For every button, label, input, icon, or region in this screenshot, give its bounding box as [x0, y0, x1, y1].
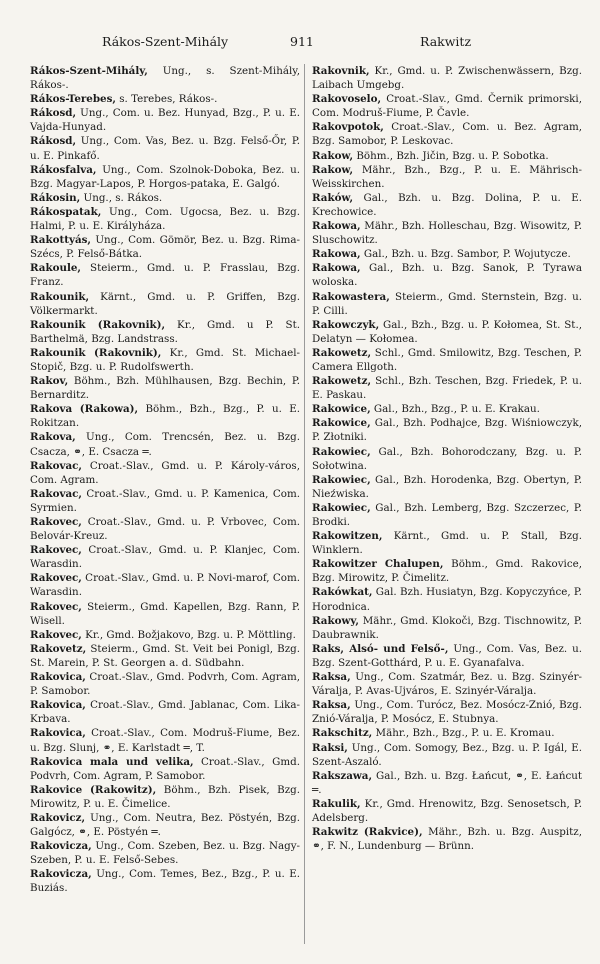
gazetteer-entry: [30, 191, 300, 205]
entry-headword: Rakow,: [312, 163, 354, 176]
entry-headword: Rakwitz (Rakvice),: [312, 826, 423, 839]
gazetteer-entry: [312, 149, 582, 163]
gazetteer-entry: [30, 726, 300, 754]
entry-headword: Rakovica,: [30, 699, 86, 712]
gazetteer-entry: [30, 106, 300, 134]
gazetteer-entry: [30, 290, 300, 318]
entry-headword: Rakovetz,: [30, 642, 87, 655]
gazetteer-entry: [312, 557, 582, 585]
gazetteer-entry: [312, 529, 582, 557]
entry-text: Gal., Bzh. u. Bzg. Sambor, P. Wojutycze.: [360, 248, 571, 261]
gazetteer-entry: [312, 247, 582, 261]
gazetteer-entry: [30, 134, 300, 162]
entry-text: Kärnt., Gmd. u. P. Stall, Bzg. Winklern.: [312, 530, 582, 557]
gazetteer-entry: [30, 163, 300, 191]
entry-text: Gal., Bzh. u. Bzg. Łańcut, ⚭, E. Łańcut ═.: [312, 769, 582, 796]
entry-text: Croat.-Slav., Gmd. u. P. Kamenica, Com. Syrmien.: [30, 487, 300, 514]
entry-headword: Rákospatak,: [30, 205, 102, 218]
entry-headword: Rakounik,: [30, 290, 90, 303]
entry-text: Ung., Com. Szeben, Bez. u. Bzg. Nagy-Szeben, P. u. E. Felső-Sebes.: [30, 840, 300, 867]
entry-text: Croat.-Slav., Gmd. u. P. Vrbovec, Com. Belovár-Kreuz.: [30, 516, 300, 543]
entry-headword: Rakovac,: [30, 487, 82, 500]
entry-text: Gal., Bzh. u. Bzg. Dolina, P. u. E. Krechowice.: [312, 191, 582, 218]
entry-text: Mähr., Bzh., Bzg., P. u. E. Mährisch-Weisskirchen.: [312, 163, 582, 190]
gazetteer-entry: [30, 92, 300, 106]
entry-headword: Rakovica,: [30, 727, 86, 740]
gazetteer-entry: [312, 318, 582, 346]
entry-headword: Raks, Alsó- und Felső-,: [312, 642, 449, 655]
entry-text: s. Terebes, Rákos-.: [115, 93, 218, 106]
entry-headword: Rákos-Terebes,: [30, 93, 116, 106]
entry-headword: Rakowastera,: [312, 290, 390, 303]
gazetteer-entry: [312, 290, 582, 318]
entry-headword: Rakowa,: [312, 262, 361, 275]
entry-text: Böhm., Bzh. Jičin, Bzg. u. P. Sobotka.: [353, 149, 549, 162]
gazetteer-entry: [30, 755, 300, 783]
entry-headword: Rakowetz,: [312, 346, 372, 359]
entry-headword: Rakovec,: [30, 628, 82, 641]
entry-headword: Rakow,: [312, 149, 354, 162]
entry-text: Gal., Bzh. Bohorodczany, Bzg. u. P. Sołotwina.: [312, 445, 582, 472]
entry-headword: Rakowiec,: [312, 445, 371, 458]
header-left: Rákos-Szent-Mihály: [102, 34, 229, 49]
entry-text: Kr., Gmd. Božjakovo, Bzg. u. P. Möttling.: [81, 628, 296, 641]
entry-headword: Rakova (Rakowa),: [30, 403, 139, 416]
entry-text: Ung., Com. Turócz, Bez. Mosócz-Znió, Bzg. Znió-Váralja, P. Mosócz, E. Stubnya.: [312, 699, 582, 726]
gazetteer-entry: [30, 430, 300, 458]
entry-text: Böhm., Bzh., Bzg., P. u. E. Rokitzan.: [30, 403, 300, 430]
entry-text: Ung., Com. u. Bez. Hunyad, Bzg., P. u. E. Vajda-Hunyad.: [30, 107, 300, 134]
gazetteer-entry: [312, 92, 582, 120]
gazetteer-entry: [30, 839, 300, 867]
entry-headword: Rakowetz,: [312, 375, 372, 388]
entry-text: Croat.-Slav., Gmd. u. P. Novi-marof, Com. Warasdin.: [30, 572, 300, 599]
entry-headword: Raksa,: [312, 699, 351, 712]
entry-headword: Rakovec,: [30, 572, 82, 585]
gazetteer-entry: [30, 642, 300, 670]
gazetteer-entry: [312, 642, 582, 670]
entry-headword: Rakowitzer Chalupen,: [312, 558, 444, 571]
entry-headword: Rakov,: [30, 375, 69, 388]
entry-text: Croat.-Slav., Com. u. Bez. Agram, Bzg. Samobor, P. Leskovac.: [312, 121, 582, 148]
entry-headword: Rakoule,: [30, 262, 82, 275]
entry-text: Steierm., Gmd. Kapellen, Bzg. Rann, P. Wisell.: [30, 600, 300, 627]
gazetteer-entry: [30, 867, 300, 895]
gazetteer-entry: [312, 261, 582, 289]
entry-headword: Rákosin,: [30, 191, 81, 204]
entry-headword: Rakovice (Rakowitz),: [30, 783, 157, 796]
gazetteer-entry: [30, 318, 300, 346]
entry-text: Mähr., Bzh. u. Bzg. Auspitz, ⚭, F. N., Lundenburg — Brünn.: [312, 826, 582, 853]
entry-headword: Rakowitzen,: [312, 530, 383, 543]
entry-headword: Rakowice,: [312, 417, 371, 430]
gazetteer-entry: [312, 402, 582, 416]
gazetteer-entry: [312, 374, 582, 402]
gazetteer-entry: [30, 543, 300, 571]
entry-text: Gal., Bzh., Bzg. u. P. Kołomea, St. St., Delatyn — Kołomea.: [312, 318, 582, 345]
entry-text: Gal., Bzh. Horodenka, Bzg. Obertyn, P. Nieźwiska.: [312, 473, 582, 500]
entry-headword: Rakowiec,: [312, 473, 371, 486]
gazetteer-entry: [30, 811, 300, 839]
entry-text: Schl., Bzh. Teschen, Bzg. Friedek, P. u. E. Paskau.: [312, 375, 582, 402]
entry-text: Ung., Com. Somogy, Bez., Bzg. u. P. Igál, E. Szent-Aszaló.: [312, 741, 582, 768]
entry-headword: Rakovpotok,: [312, 121, 384, 134]
entry-text: Kr., Gmd. u. P. Zwischenwässern, Bzg. Laibach Umgebg.: [312, 65, 582, 92]
entry-text: Gal., Bzh. Podhajce, Bzg. Wiśniowczyk, P. Złotniki.: [312, 417, 582, 444]
gazetteer-entry: [312, 219, 582, 247]
entry-headword: Rakovicza,: [30, 868, 92, 881]
gazetteer-entry: [30, 515, 300, 543]
gazetteer-entry: [312, 346, 582, 374]
entry-headword: Rakottyás,: [30, 234, 92, 247]
entry-headword: Rakovec,: [30, 544, 82, 557]
entry-text: Croat.-Slav., Gmd. Černik primorski, Com. Modruš-Fiume, P. Čavle.: [312, 93, 582, 120]
entry-headword: Rakovica,: [30, 671, 86, 684]
left-column: [30, 64, 300, 896]
entry-headword: Rakowa,: [312, 248, 361, 261]
entry-headword: Rákosfalva,: [30, 163, 97, 176]
entry-text: Steierm., Gmd. St. Veit bei Ponigl, Bzg. St. Marein, P. St. Georgen a. d. Südbahn.: [30, 642, 300, 669]
entry-headword: Rakovicza,: [30, 840, 92, 853]
entry-text: Böhm., Bzh. Mühlhausen, Bzg. Bechin, P. Bernarditz.: [30, 375, 300, 402]
gazetteer-entry: [312, 670, 582, 698]
entry-headword: Raków,: [312, 191, 354, 204]
gazetteer-entry: [312, 825, 582, 853]
gazetteer-entry: [312, 473, 582, 501]
entry-text: Ung., Com. Vas, Bez. u. Bzg. Szent-Gotthárd, P. u. E. Gyanafalva.: [312, 642, 582, 669]
entry-text: Böhm., Bzh. Pisek, Bzg. Mirowitz, P. u. E. Čimelice.: [30, 783, 300, 810]
entry-text: Ung., Com. Trencsén, Bez. u. Bzg. Csacza, ⚭, E. Csacza ═.: [30, 431, 300, 458]
entry-headword: Rákosd,: [30, 135, 77, 148]
entry-text: Croat.-Slav., Gmd. u. P. Klanjec, Com. Warasdin.: [30, 544, 300, 571]
entry-text: Böhm., Gmd. Rakovice, Bzg. Mirowitz, P. Čimelitz.: [312, 558, 582, 585]
entry-headword: Raksi,: [312, 741, 348, 754]
gazetteer-entry: [30, 402, 300, 430]
entry-headword: Rákosd,: [30, 107, 77, 120]
entry-headword: Rakounik (Rakovnik),: [30, 346, 162, 359]
header-right: Rakwitz: [420, 34, 472, 49]
gazetteer-entry: [312, 501, 582, 529]
entry-text: Ung., Com. Ugocsa, Bez. u. Bzg. Halmi, P. u. E. Királyháza.: [30, 205, 300, 233]
entry-text: Mähr., Gmd. Klokoči, Bzg. Tischnowitz, P. Daubrawnik.: [312, 614, 582, 641]
entry-text: Mähr., Bzh. Holleschau, Bzg. Wisowitz, P. Sluschowitz.: [312, 220, 582, 247]
entry-headword: Rakowa,: [312, 220, 361, 233]
entry-headword: Rakszawa,: [312, 769, 373, 782]
gazetteer-entry: [30, 233, 300, 261]
entry-text: Croat.-Slav., Gmd. u. P. Károly-város, Com. Agram.: [30, 459, 300, 486]
entry-headword: Rakovec,: [30, 516, 82, 528]
gazetteer-entry: [312, 698, 582, 726]
entry-text: Ung., s. Szent-Mihály, Rákos-.: [30, 65, 300, 92]
gazetteer-entry: [312, 64, 582, 92]
gazetteer-entry: [30, 261, 300, 289]
gazetteer-entry: [312, 769, 582, 797]
gazetteer-entry: [312, 797, 582, 825]
gazetteer-entry: [312, 416, 582, 444]
entry-headword: Rakschitz,: [312, 727, 373, 740]
gazetteer-entry: [30, 205, 300, 233]
entry-headword: Rakovica mala und velika,: [30, 755, 194, 768]
entry-headword: Rakowczyk,: [312, 318, 380, 331]
entry-text: Ung., Com. Szolnok-Doboka, Bez. u. Bzg. Magyar-Lapos, P. Horgos-pataka, E. Galgó.: [30, 163, 300, 190]
gazetteer-entry: [30, 628, 300, 642]
gazetteer-entry: [30, 670, 300, 698]
entry-text: Gal. Bzh. Husiatyn, Bzg. Kopyczyńce, P. Horodnica.: [312, 586, 582, 613]
gazetteer-entry: [312, 726, 582, 740]
gazetteer-entry: [30, 346, 300, 374]
entry-text: Mähr., Bzh., Bzg., P. u. E. Kromau.: [372, 727, 555, 740]
gazetteer-entry: [312, 163, 582, 191]
entry-headword: Rakovac,: [30, 459, 82, 472]
gazetteer-entry: [30, 698, 300, 726]
entry-headword: Rakowice,: [312, 403, 371, 416]
entry-headword: Rakovicz,: [30, 811, 86, 824]
entry-headword: Rakówkat,: [312, 586, 373, 599]
entry-text: Ung., Com. Gömör, Bez. u. Bzg. Rima-Szécs, P. Felső-Bátka.: [30, 234, 300, 261]
entry-text: Kr., Gmd. St. Michael-Stopič, Bzg. u. P. Rudolfswerth.: [30, 346, 300, 373]
gazetteer-entry: [312, 445, 582, 473]
gazetteer-entry: [30, 783, 300, 811]
gazetteer-entry: [312, 191, 582, 219]
gazetteer-entry: [312, 741, 582, 769]
gazetteer-entry: [30, 459, 300, 487]
entry-headword: Rákos-Szent-Mihály,: [30, 65, 148, 77]
entry-text: Croat.-Slav., Gmd. Jablanac, Com. Lika-Krbava.: [30, 699, 300, 726]
entry-headword: Raksa,: [312, 671, 351, 684]
entry-headword: Rakovec,: [30, 600, 82, 613]
entry-text: Steierm., Gmd. Sternstein, Bzg. u. P. Cilli.: [312, 290, 582, 317]
entry-text: Ung., Com. Temes, Bez., Bzg., P. u. E. Buziás.: [30, 868, 300, 895]
entry-text: Schl., Gmd. Smilowitz, Bzg. Teschen, P. Camera Ellgoth.: [312, 346, 582, 373]
gazetteer-entry: [312, 585, 582, 613]
entry-headword: Rakowy,: [312, 614, 359, 627]
entry-headword: Rakovnik,: [312, 65, 370, 77]
gazetteer-entry: [30, 571, 300, 599]
right-column: [312, 64, 582, 853]
gazetteer-entry: [312, 614, 582, 642]
entry-text: Ung., Com. Vas, Bez. u. Bzg. Felső-Őr, P. u. E. Pinkafő.: [30, 135, 300, 162]
gazetteer-entry: [312, 120, 582, 148]
entry-text: Ung., Com. Szatmár, Bez. u. Bzg. Szinyér-Váralja, P. Avas-Ujváros, E. Szinyér-Váralja.: [312, 671, 582, 698]
entry-text: Kr., Gmd. Hrenowitz, Bzg. Senosetsch, P. Adelsberg.: [312, 797, 582, 824]
entry-text: Gal., Bzh. u. Bzg. Sanok, P. Tyrawa woloska.: [312, 262, 582, 289]
entry-headword: Rakowiec,: [312, 501, 371, 514]
running-header: [28, 34, 572, 54]
entry-headword: Rakulik,: [312, 797, 361, 810]
gazetteer-entry: [30, 374, 300, 402]
gazetteer-entry: [30, 487, 300, 515]
entry-text: Ung., Com. Neutra, Bez. Pöstyén, Bzg. Galgócz, ⚭, E. Pöstyén ═.: [30, 811, 300, 839]
entry-text: Gal., Bzh. Lemberg, Bzg. Szczerzec, P. Brodki.: [312, 501, 582, 528]
gazetteer-entry: [30, 64, 300, 92]
gazetteer-entry: [30, 600, 300, 628]
column-divider: [304, 64, 305, 944]
entry-text: Croat.-Slav., Gmd. Podvrh, Com. Agram, P. Samobor.: [30, 755, 300, 782]
entry-headword: Rakova,: [30, 431, 76, 444]
entry-headword: Rakounik (Rakovnik),: [30, 318, 166, 331]
entry-text: Kärnt., Gmd. u. P. Griffen, Bzg. Völkermarkt.: [30, 290, 300, 317]
entry-text: Croat.-Slav., Gmd. Podvrh, Com. Agram, P. Samobor.: [30, 671, 300, 698]
entry-text: Gal., Bzh., Bzg., P. u. E. Krakau.: [370, 403, 540, 416]
entry-text: Kr., Gmd. u P. St. Barthelmä, Bzg. Landstrass.: [30, 318, 300, 345]
entry-text: Croat.-Slav., Com. Modruš-Fiume, Bez. u. Bzg. Slunj, ⚭, E. Karlstadt ═, T.: [30, 727, 300, 754]
entry-headword: Rakovoselo,: [312, 93, 382, 106]
page-number: 911: [290, 34, 314, 49]
entry-text: Steierm., Gmd. u. P. Frasslau, Bzg. Franz.: [30, 262, 300, 289]
entry-text: Ung., s. Rákos.: [80, 191, 163, 204]
